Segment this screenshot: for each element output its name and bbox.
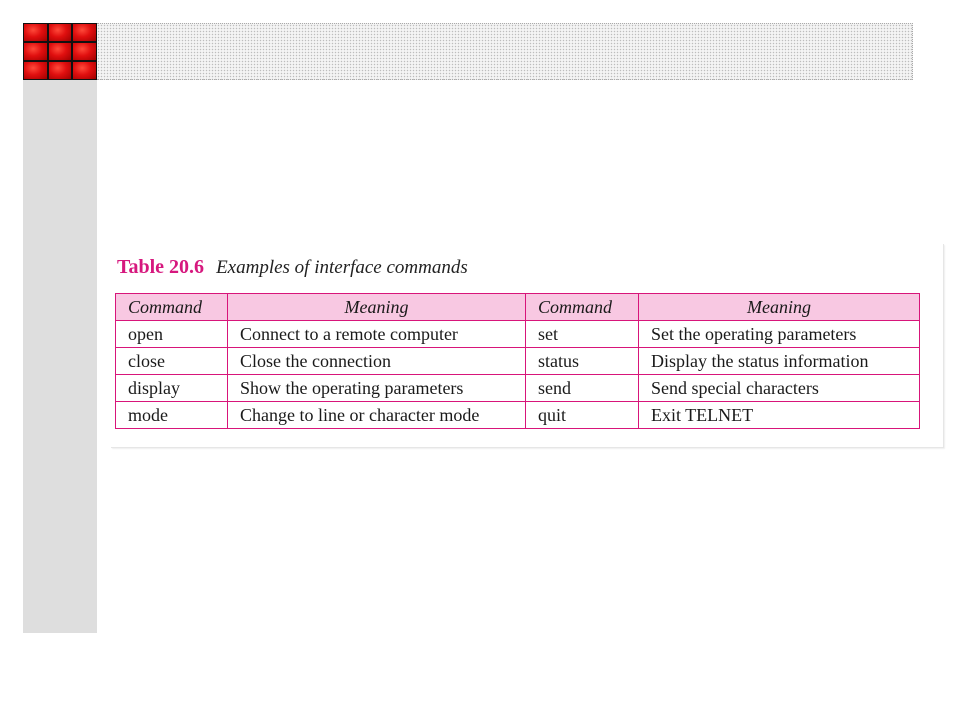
top-decorative-band (97, 23, 913, 80)
table-number: Table 20.6 (117, 256, 205, 278)
table-header-row (116, 294, 920, 321)
header-meaning: Meaning (228, 294, 526, 321)
table-row (116, 348, 920, 375)
meaning-cell: Set the operating parameters (639, 321, 920, 348)
table-row (116, 321, 920, 348)
table-row (116, 375, 920, 402)
logo-cell (49, 62, 72, 79)
logo-cell (73, 24, 96, 41)
logo-cell (73, 43, 96, 60)
meaning-cell: Connect to a remote computer (228, 321, 526, 348)
header-command: Command (116, 294, 228, 321)
logo-cell (49, 43, 72, 60)
command-cell: display (116, 375, 228, 402)
meaning-cell: Show the operating parameters (228, 375, 526, 402)
meaning-cell: Change to line or character mode (228, 402, 526, 429)
header-meaning: Meaning (639, 294, 920, 321)
command-cell: mode (116, 402, 228, 429)
interface-commands-table (115, 293, 920, 429)
table-row (116, 402, 920, 429)
table-title: Examples of interface commands (216, 257, 468, 278)
logo-cell (24, 43, 47, 60)
command-cell: status (526, 348, 639, 375)
logo-cell (24, 24, 47, 41)
command-cell: send (526, 375, 639, 402)
meaning-cell: Send special characters (639, 375, 920, 402)
meaning-cell: Exit TELNET (639, 402, 920, 429)
left-decorative-band (23, 23, 97, 633)
command-cell: close (116, 348, 228, 375)
logo-cell (49, 24, 72, 41)
meaning-cell: Display the status information (639, 348, 920, 375)
command-cell: open (116, 321, 228, 348)
table-figure (110, 243, 943, 447)
table-caption (117, 253, 468, 281)
red-grid-logo (23, 23, 97, 80)
meaning-cell: Close the connection (228, 348, 526, 375)
logo-cell (24, 62, 47, 79)
logo-cell (73, 62, 96, 79)
command-cell: set (526, 321, 639, 348)
header-command: Command (526, 294, 639, 321)
command-cell: quit (526, 402, 639, 429)
